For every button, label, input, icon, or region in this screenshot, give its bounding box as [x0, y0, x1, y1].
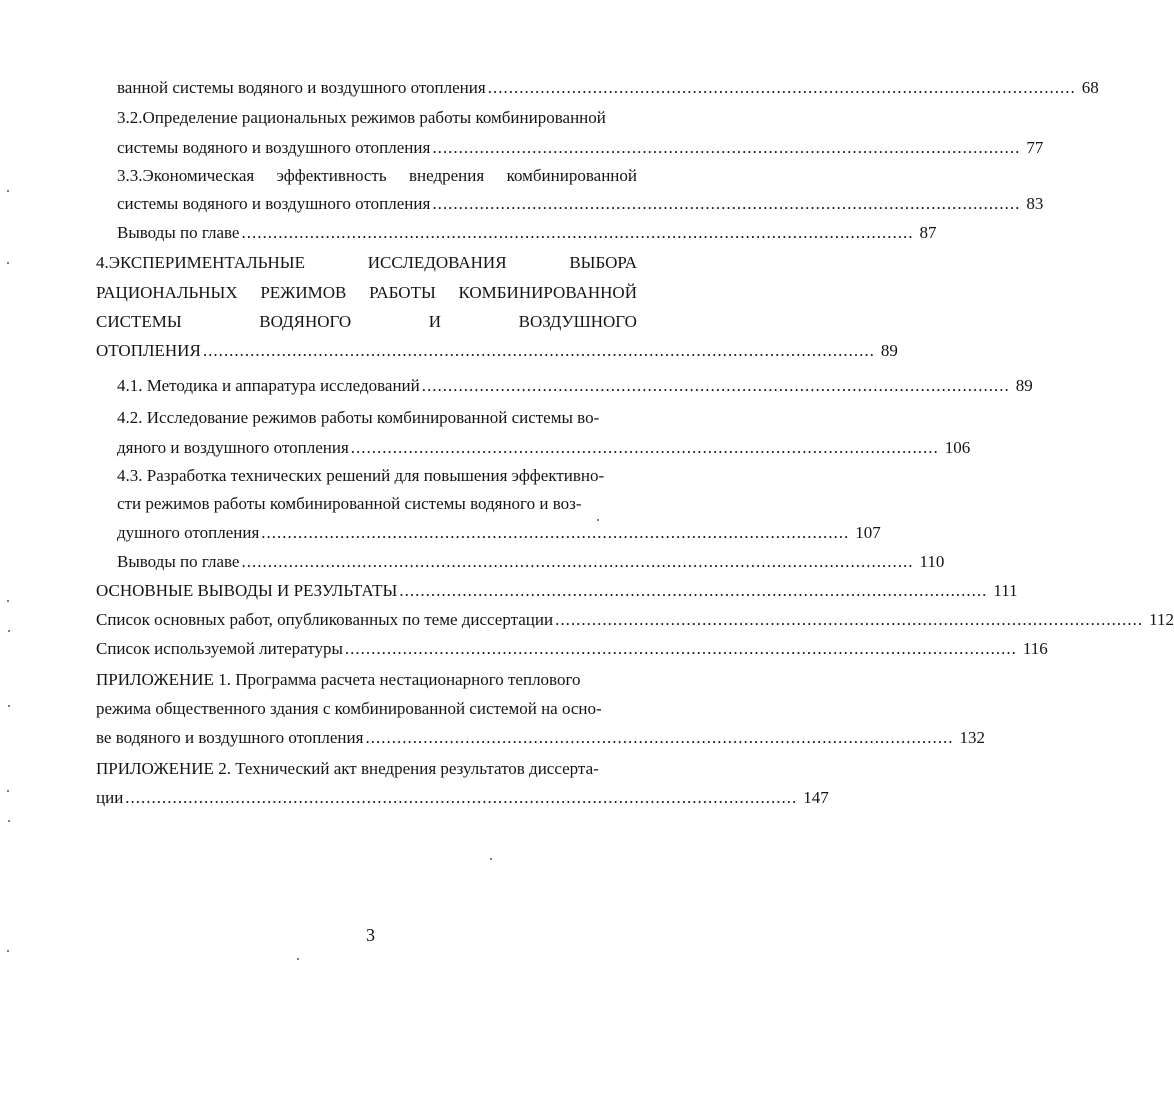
scan-speck: [7, 262, 9, 264]
scan-speck: [7, 950, 9, 952]
scan-speck: [7, 600, 9, 602]
toc-page-number: 68: [1081, 78, 1099, 97]
toc-entry-publications[interactable]: [96, 609, 1174, 631]
toc-entry-4-2-line1[interactable]: 4.2. Исследование режимов работы комбинированной системы во-: [117, 408, 600, 427]
toc-entry-appendix-1[interactable]: [96, 727, 985, 749]
toc-page-number: 77: [1026, 138, 1044, 157]
toc-entry-ch3-conclusions[interactable]: [117, 222, 937, 244]
toc-word: КОМБИНИРОВАННОЙ: [458, 283, 637, 302]
page-number: 3: [366, 925, 375, 945]
toc-word: ВЫБОРА: [569, 253, 637, 272]
scan-speck: [297, 958, 299, 960]
toc-entry-text: 4.1. Методика и аппаратура исследований: [117, 376, 420, 395]
toc-word: 3.3.Экономическая: [117, 166, 255, 185]
toc-word: И: [428, 312, 442, 331]
toc-entry-text: ве водяного и воздушного отопления: [96, 728, 364, 747]
scan-speck: [7, 190, 9, 192]
toc-entry-appendix-1-line1[interactable]: ПРИЛОЖЕНИЕ 1. Программа расчета нестационарного теплового: [96, 670, 581, 689]
toc-entry-3-2[interactable]: [117, 137, 1044, 159]
toc-entry-4-3[interactable]: [117, 522, 881, 544]
toc-entry-appendix-1-line2[interactable]: режима общественного здания с комбинированной системой на осно-: [96, 699, 602, 718]
toc-ch4-line1[interactable]: [96, 252, 637, 274]
toc-entry-4-3-line1[interactable]: 4.3. Разработка технических решений для повышения эффективно-: [117, 466, 605, 485]
toc-ch4-line3[interactable]: [96, 311, 637, 333]
toc-entry-text: дяного и воздушного отопления: [117, 438, 349, 457]
toc-leader-dots: ................................................................................................................................: [125, 788, 798, 807]
toc-page-number: 111: [993, 581, 1018, 600]
toc-leader-dots: ................................................................................................................: [365, 728, 954, 747]
scan-speck: [7, 790, 9, 792]
toc-entry-3-3-line1[interactable]: [117, 165, 637, 187]
toc-page-number: 116: [1022, 639, 1048, 658]
toc-entry-text: ции: [96, 788, 124, 807]
toc-entry-4-2[interactable]: [117, 437, 971, 459]
toc-leader-dots: ................................................................................................................: [261, 523, 850, 542]
toc-word: ИССЛЕДОВАНИЯ: [367, 253, 507, 272]
toc-entry-text: системы водяного и воздушного отопления: [117, 138, 431, 157]
toc-page-number: 110: [919, 552, 945, 571]
toc-entry-text: душного отопления: [117, 523, 260, 542]
toc-entry-3-1-cont[interactable]: [117, 77, 1099, 99]
toc-word: 4.ЭКСПЕРИМЕНТАЛЬНЫЕ: [96, 253, 305, 272]
toc-word: ВОДЯНОГО: [259, 312, 352, 331]
toc-page-number: 107: [855, 523, 881, 542]
toc-leader-dots: ................................................................................................................................: [202, 341, 875, 360]
toc-leader-dots: ................................................................................................................: [555, 610, 1144, 629]
toc-page-number: 132: [959, 728, 985, 747]
toc-entry-text: Список используемой литературы: [96, 639, 343, 658]
scan-speck: [8, 630, 10, 632]
toc-word: РАБОТЫ: [369, 283, 436, 302]
toc-entry-text: системы водяного и воздушного отопления: [117, 194, 431, 213]
toc-entry-main-conclusions[interactable]: [96, 580, 1018, 602]
toc-leader-dots: ................................................................................................................: [399, 581, 988, 600]
toc-leader-dots: ................................................................................................................: [432, 138, 1021, 157]
toc-page-number: 87: [919, 223, 937, 242]
toc-entry-ch4-conclusions[interactable]: [117, 551, 945, 573]
toc-ch4-line2[interactable]: [96, 282, 637, 304]
toc-entry-ch4[interactable]: [96, 340, 898, 362]
toc-word: ВОЗДУШНОГО: [518, 312, 637, 331]
toc-entry-3-2-line1[interactable]: 3.2.Определение рациональных режимов работы комбинированной: [117, 108, 606, 127]
scan-speck: [8, 705, 10, 707]
toc-word: внедрения: [409, 166, 485, 185]
scan-speck: [597, 519, 599, 521]
toc-entry-3-3[interactable]: [117, 193, 1044, 215]
scan-speck: [8, 820, 10, 822]
toc-page-number: 89: [880, 341, 898, 360]
toc-word: эффективность: [276, 166, 387, 185]
toc-entry-text: ОТОПЛЕНИЯ: [96, 341, 201, 360]
toc-entry-appendix-2[interactable]: [96, 787, 829, 809]
toc-entry-text: Выводы по главе: [117, 552, 240, 571]
toc-entry-text: ванной системы водяного и воздушного отопления: [117, 78, 486, 97]
toc-word: РАЦИОНАЛЬНЫХ: [96, 283, 238, 302]
toc-entry-4-3-line2[interactable]: сти режимов работы комбинированной системы водяного и воз-: [117, 494, 582, 513]
toc-leader-dots: ................................................................................................................: [350, 438, 939, 457]
toc-leader-dots: ................................................................................................................: [421, 376, 1010, 395]
toc-page-number: 147: [803, 788, 829, 807]
toc-leader-dots: ................................................................................................................: [487, 78, 1076, 97]
toc-word: комбинированной: [506, 166, 637, 185]
toc-entry-appendix-2-line1[interactable]: ПРИЛОЖЕНИЕ 2. Технический акт внедрения результатов диссерта-: [96, 759, 599, 778]
toc-leader-dots: ................................................................................................................................: [241, 223, 914, 242]
toc-page-number: 112: [1149, 610, 1174, 629]
toc-leader-dots: ................................................................................................................................: [344, 639, 1017, 658]
toc-page-number: 106: [944, 438, 971, 457]
toc-page-number: 89: [1015, 376, 1033, 395]
toc-entry-text: Выводы по главе: [117, 223, 240, 242]
toc-page-number: 83: [1026, 194, 1044, 213]
toc-entry-text: ОСНОВНЫЕ ВЫВОДЫ И РЕЗУЛЬТАТЫ: [96, 581, 398, 600]
toc-entry-4-1[interactable]: [117, 375, 1033, 397]
scan-speck: [490, 858, 492, 860]
toc-leader-dots: ................................................................................................................: [432, 194, 1021, 213]
toc-word: РЕЖИМОВ: [260, 283, 347, 302]
toc-leader-dots: ................................................................................................................................: [241, 552, 914, 571]
toc-entry-references[interactable]: [96, 638, 1048, 660]
toc-entry-text: Список основных работ, опубликованных по теме диссертации: [96, 610, 554, 629]
toc-word: СИСТЕМЫ: [96, 312, 182, 331]
